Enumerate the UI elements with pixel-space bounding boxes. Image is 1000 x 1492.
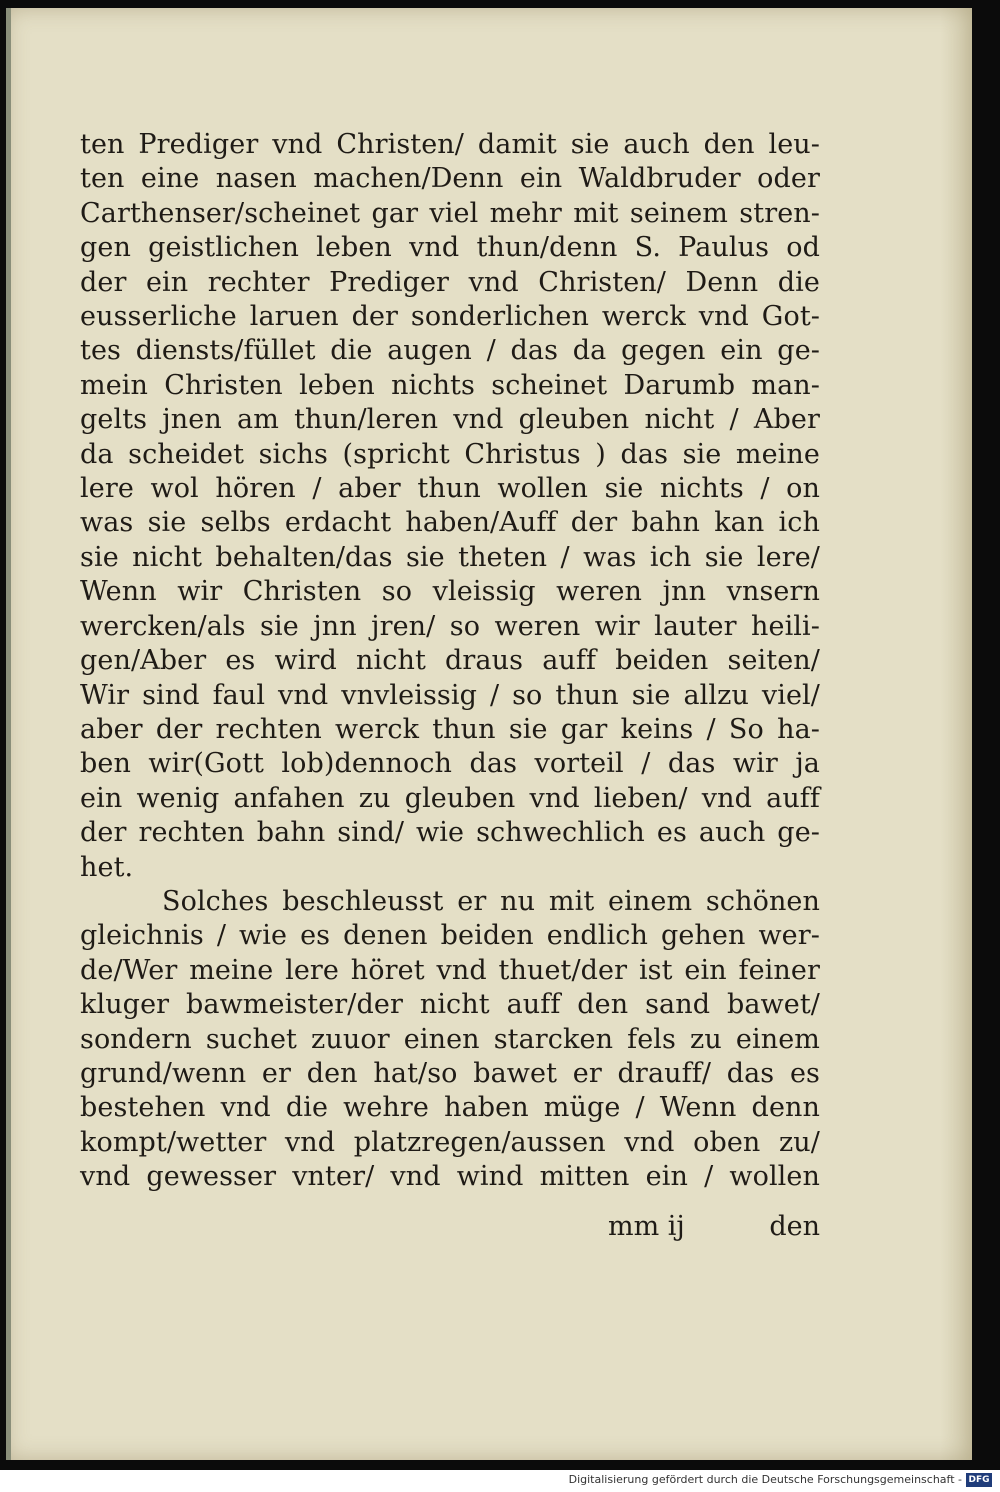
signature-mark: mm ij xyxy=(608,1211,685,1242)
text-line: der ein rechter Prediger vnd Christen/ Denn die xyxy=(80,266,820,298)
text-line: sondern suchet zuuor einen starcken fels zu einem xyxy=(80,1023,820,1055)
text-line: Carthenser/scheinet gar viel mehr mit seinem stren- xyxy=(80,197,820,229)
text-line: Wenn wir Christen so vleissig weren jnn vnsern xyxy=(80,576,820,608)
page-footer xyxy=(608,1210,820,1244)
dfg-logo: DFG xyxy=(966,1473,992,1487)
text-line: wercken/als sie jnn jren/ so weren wir lauter heili- xyxy=(80,610,820,642)
text-line: der rechten bahn sind/ wie schwechlich es auch ge- xyxy=(80,817,820,849)
text-line: tes diensts/füllet die augen / das da gegen ein ge- xyxy=(80,335,820,367)
text-line: aber der rechten werck thun sie gar keins / So ha- xyxy=(80,713,820,745)
text-line: het. xyxy=(80,851,134,883)
text-line: kompt/wetter vnd platzregen/aussen vnd oben zu/ xyxy=(80,1126,820,1158)
text-line: da scheidet sichs (spricht Christus ) das sie meine xyxy=(80,438,820,470)
paragraph-start-line: Solches beschleusst er nu mit einem schönen xyxy=(162,885,820,917)
text-line: bestehen vnd die wehre haben müge / Wenn denn xyxy=(80,1092,820,1124)
credit-bar xyxy=(0,1470,1000,1492)
credit-text: Digitalisierung gefördert durch die Deutsche Forschungsgemeinschaft - xyxy=(568,1473,962,1486)
text-line: eusserliche laruen der sonderlichen werck vnd Got- xyxy=(80,301,820,333)
text-line: gen/Aber es wird nicht draus auff beiden seiten/ xyxy=(80,645,820,677)
text-line: mein Christen leben nichts scheinet Darumb man- xyxy=(80,369,820,401)
text-line: ben wir(Gott lob)dennoch das vorteil / das wir ja xyxy=(80,748,820,780)
text-line: sie nicht behalten/das sie theten / was ich sie lere/ xyxy=(80,541,820,573)
catchword: den xyxy=(769,1211,820,1242)
text-line: gleichnis / wie es denen beiden endlich gehen wer- xyxy=(80,920,820,952)
text-line: ten Prediger vnd Christen/ damit sie auch den leu- xyxy=(80,129,820,160)
text-line: gen geistlichen leben vnd thun/denn S. Paulus od xyxy=(80,232,820,264)
text-line: Wir sind faul vnd vnvleissig / so thun sie allzu viel/ xyxy=(80,679,820,711)
text-line: grund/wenn er den hat/so bawet er drauff/ das es xyxy=(80,1057,820,1089)
page-edge xyxy=(6,8,11,1460)
text-line: de/Wer meine lere höret vnd thuet/der ist ein feiner xyxy=(80,954,820,986)
body-text xyxy=(80,128,820,1195)
text-line: lere wol hören / aber thun wollen sie nichts / on xyxy=(80,473,820,505)
text-line: ten eine nasen machen/Denn ein Waldbruder oder xyxy=(80,163,820,195)
text-line: was sie selbs erdacht haben/Auff der bahn kan ich xyxy=(80,507,820,539)
text-line: kluger bawmeister/der nicht auff den sand bawet/ xyxy=(80,989,820,1021)
text-line: ein wenig anfahen zu gleuben vnd lieben/ vnd auff xyxy=(80,782,820,814)
page-shadow xyxy=(940,8,972,1460)
text-line: vnd gewesser vnter/ vnd wind mitten ein / wollen xyxy=(80,1161,820,1193)
text-line: gelts jnen am thun/leren vnd gleuben nicht / Aber xyxy=(80,404,820,436)
